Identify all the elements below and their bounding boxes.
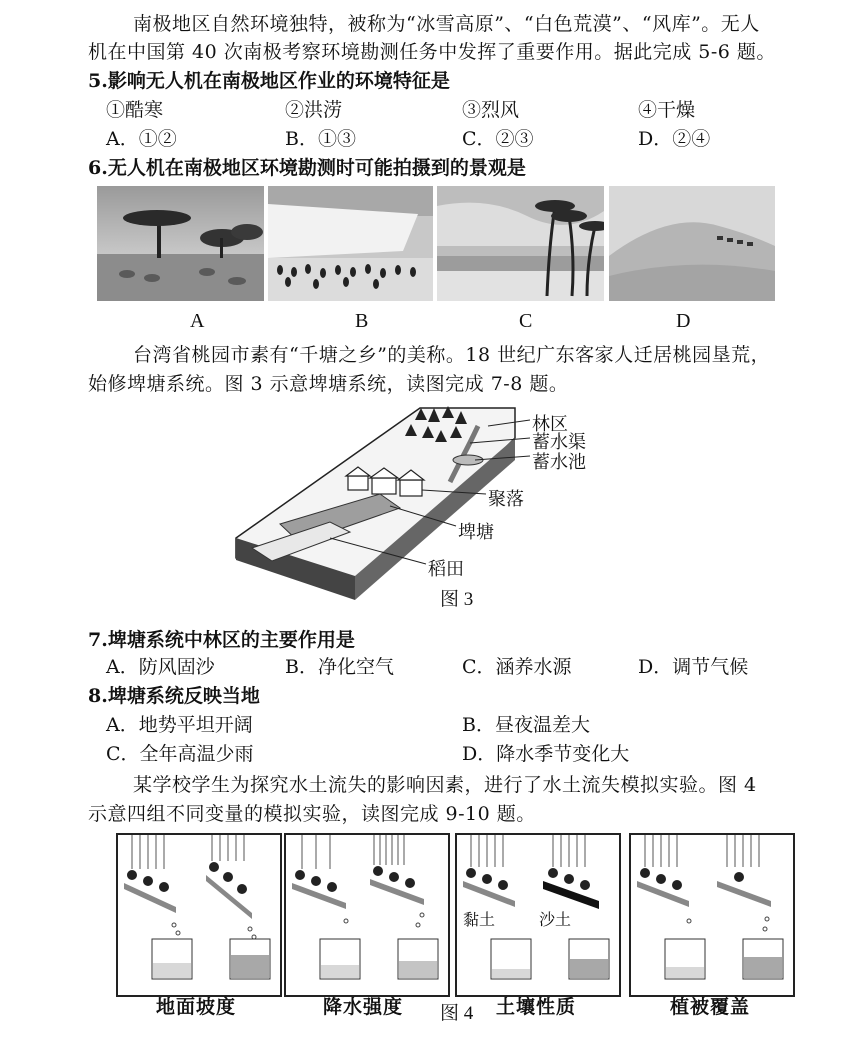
label-clay: 黏土 bbox=[463, 910, 496, 929]
experiment-label-soil: 土壤性质 bbox=[496, 996, 577, 1018]
label-forest: 林区 bbox=[532, 414, 568, 435]
q5-option-d: D．②④ bbox=[638, 128, 711, 150]
label-reservoir: 蓄水池 bbox=[532, 452, 586, 473]
label-canal: 蓄水渠 bbox=[532, 432, 586, 453]
figure-3-caption: 图 3 bbox=[440, 589, 474, 610]
q8-option-d: D．降水季节变化大 bbox=[462, 743, 630, 765]
q5-stem: 5.影响无人机在南极地区作业的环境特征是 bbox=[88, 70, 450, 92]
photo-desert bbox=[609, 186, 775, 301]
q5-item-3: ③烈风 bbox=[462, 99, 520, 121]
q7-option-b: B．净化空气 bbox=[285, 656, 394, 678]
q5-item-4: ④干燥 bbox=[638, 99, 696, 121]
figure-4-caption: 图 4 bbox=[440, 1003, 474, 1024]
intro2-line2: 始修埤塘系统。图 3 示意埤塘系统，读图完成 7-8 题。 bbox=[88, 373, 569, 395]
experiment-rainfall bbox=[284, 833, 450, 997]
intro1-line2: 机在中国第 40 次南极考察环境勘测任务中发挥了重要作用。据此完成 5-6 题。 bbox=[88, 41, 776, 63]
intro2-line1: 台湾省桃园市素有“千塘之乡”的美称。18 世纪广东客家人迁居桃园垦荒， bbox=[133, 344, 771, 366]
label-sand: 沙土 bbox=[539, 910, 572, 929]
q7-option-c: C．涵养水源 bbox=[462, 656, 572, 678]
photo-label-b: B bbox=[355, 310, 369, 332]
q5-option-b: B．①③ bbox=[285, 128, 356, 150]
intro1-line1: 南极地区自然环境独特，被称为“冰雪高原”、“白色荒漠”、“风库”。无人 bbox=[133, 13, 760, 35]
q8-option-a: A．地势平坦开阔 bbox=[106, 714, 253, 736]
experiment-slope bbox=[116, 833, 282, 997]
photo-label-c: C bbox=[519, 310, 533, 332]
figure-3-block-diagram bbox=[230, 398, 586, 610]
intro3-line2: 示意四组不同变量的模拟实验，读图完成 9-10 题。 bbox=[88, 803, 536, 825]
q7-option-d: D．调节气候 bbox=[638, 656, 749, 678]
q5-item-1: ①酷寒 bbox=[106, 99, 164, 121]
experiment-label-rainfall: 降水强度 bbox=[323, 996, 404, 1018]
experiment-vegetation bbox=[629, 833, 795, 997]
q8-stem: 8.埤塘系统反映当地 bbox=[88, 685, 260, 707]
photo-savanna bbox=[97, 186, 264, 301]
intro3-line1: 某学校学生为探究水土流失的影响因素，进行了水土流失模拟实验。图 4 bbox=[133, 774, 757, 796]
q8-option-c: C．全年高温少雨 bbox=[106, 743, 254, 765]
label-pond: 埤塘 bbox=[458, 522, 494, 543]
photo-label-d: D bbox=[676, 310, 691, 332]
q8-option-b: B．昼夜温差大 bbox=[462, 714, 590, 736]
photo-tropical-beach bbox=[437, 186, 604, 301]
experiment-label-vegetation: 植被覆盖 bbox=[670, 996, 751, 1018]
photo-label-a: A bbox=[190, 310, 205, 332]
photo-antarctic bbox=[268, 186, 433, 301]
label-settlement: 聚落 bbox=[488, 489, 524, 510]
q7-option-a: A．防风固沙 bbox=[106, 656, 215, 678]
q6-stem: 6.无人机在南极地区环境勘测时可能拍摄到的景观是 bbox=[88, 157, 526, 179]
q5-option-c: C．②③ bbox=[462, 128, 534, 150]
experiment-soil bbox=[455, 833, 621, 997]
q7-stem: 7.埤塘系统中林区的主要作用是 bbox=[88, 629, 355, 651]
q5-item-2: ②洪涝 bbox=[285, 99, 343, 121]
experiment-label-slope: 地面坡度 bbox=[156, 996, 237, 1018]
label-rice-field: 稻田 bbox=[428, 559, 464, 580]
q5-option-a: A．①② bbox=[106, 128, 177, 150]
